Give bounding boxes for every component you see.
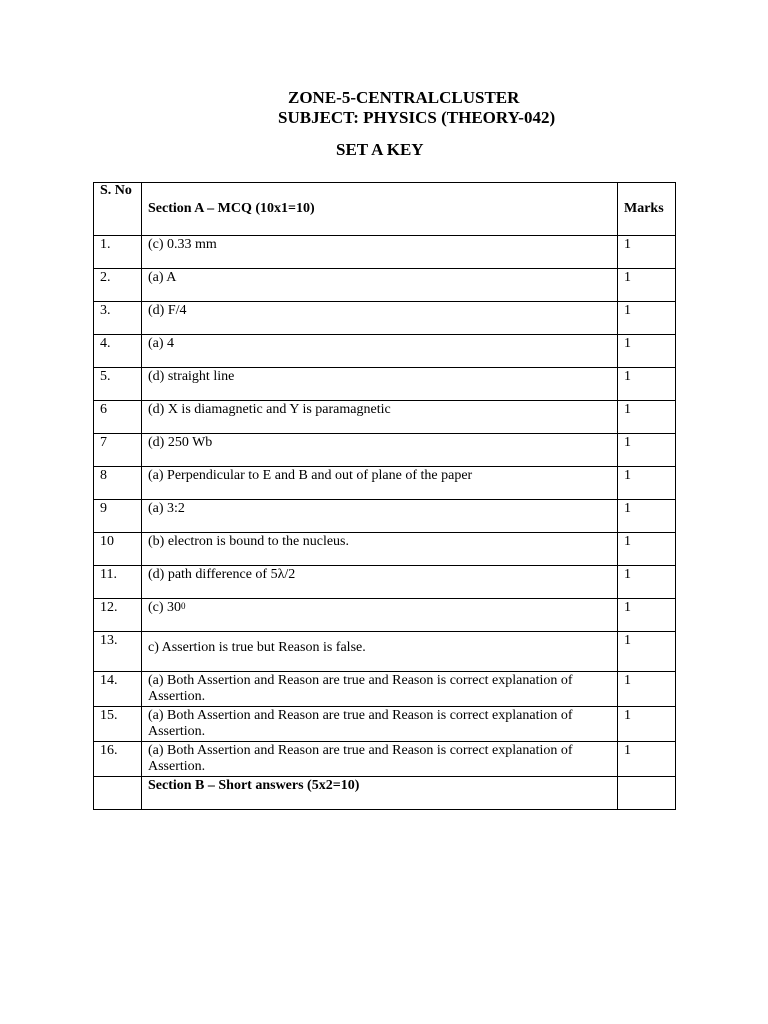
row-answer-text: (c) 30 (148, 600, 182, 615)
row-marks: 1 (618, 236, 676, 269)
row-answer: (a) Both Assertion and Reason are true and Reason is correct explanation of Assertion. (142, 707, 618, 742)
row-number: 13. (94, 632, 142, 672)
answer-key-table (93, 182, 676, 810)
table-row (94, 467, 676, 500)
table-header-row (94, 183, 676, 236)
section-b-row (94, 777, 676, 810)
section-b-marks-cell (618, 777, 676, 810)
subject-title: SUBJECT: PHYSICS (THEORY-042) (278, 108, 556, 127)
row-answer: (d) path difference of 5λ/2 (142, 566, 618, 599)
row-number: 12. (94, 599, 142, 632)
row-number: 10 (94, 533, 142, 566)
row-number: 14. (94, 672, 142, 707)
table-row (94, 269, 676, 302)
row-answer: (d) 250 Wb (142, 434, 618, 467)
row-number: 3. (94, 302, 142, 335)
row-number: 7 (94, 434, 142, 467)
zone-title: ZONE-5-CENTRALCLUSTER (288, 88, 520, 107)
table-row (94, 401, 676, 434)
table-row (94, 707, 676, 742)
header-section-a: Section A – MCQ (10x1=10) (142, 183, 618, 236)
section-b-heading: Section B – Short answers (5x2=10) (142, 777, 618, 810)
row-number: 8 (94, 467, 142, 500)
table-row (94, 368, 676, 401)
table-row (94, 335, 676, 368)
table-row (94, 500, 676, 533)
degree-superscript: 0 (181, 601, 186, 611)
row-marks: 1 (618, 269, 676, 302)
table-row (94, 434, 676, 467)
row-number: 5. (94, 368, 142, 401)
row-number: 11. (94, 566, 142, 599)
row-marks: 1 (618, 467, 676, 500)
row-marks: 1 (618, 401, 676, 434)
table-row (94, 599, 676, 632)
row-number: 1. (94, 236, 142, 269)
row-marks: 1 (618, 302, 676, 335)
row-number: 9 (94, 500, 142, 533)
row-marks: 1 (618, 672, 676, 707)
row-answer: (a) A (142, 269, 618, 302)
row-answer: (a) Perpendicular to E and B and out of plane of the paper (142, 467, 618, 500)
header-marks: Marks (618, 183, 676, 236)
row-marks: 1 (618, 707, 676, 742)
row-marks: 1 (618, 566, 676, 599)
row-number: 4. (94, 335, 142, 368)
row-answer: c) Assertion is true but Reason is false. (142, 632, 618, 672)
table-row (94, 533, 676, 566)
row-number: 6 (94, 401, 142, 434)
row-marks: 1 (618, 335, 676, 368)
row-answer: (a) Both Assertion and Reason are true and Reason is correct explanation of Assertion. (142, 672, 618, 707)
table-row (94, 742, 676, 777)
row-number: 16. (94, 742, 142, 777)
row-answer: (c) 0.33 mm (142, 236, 618, 269)
table-row (94, 672, 676, 707)
row-marks: 1 (618, 599, 676, 632)
row-answer: (b) electron is bound to the nucleus. (142, 533, 618, 566)
row-number: 2. (94, 269, 142, 302)
row-answer: (d) X is diamagnetic and Y is paramagnetic (142, 401, 618, 434)
row-answer: (a) Both Assertion and Reason are true and Reason is correct explanation of Assertion. (142, 742, 618, 777)
set-title: SET A KEY (336, 140, 424, 159)
header-sno: S. No (94, 183, 142, 236)
table-row (94, 302, 676, 335)
row-answer: (d) F/4 (142, 302, 618, 335)
section-b-number-cell (94, 777, 142, 810)
row-marks: 1 (618, 434, 676, 467)
table-row (94, 566, 676, 599)
row-number: 15. (94, 707, 142, 742)
row-marks: 1 (618, 632, 676, 672)
row-answer: (d) straight line (142, 368, 618, 401)
row-marks: 1 (618, 500, 676, 533)
row-marks: 1 (618, 742, 676, 777)
row-marks: 1 (618, 533, 676, 566)
row-marks: 1 (618, 368, 676, 401)
row-answer: (a) 4 (142, 335, 618, 368)
table-row (94, 632, 676, 672)
table-row (94, 236, 676, 269)
row-answer: (a) 3:2 (142, 500, 618, 533)
row-answer (142, 599, 618, 632)
